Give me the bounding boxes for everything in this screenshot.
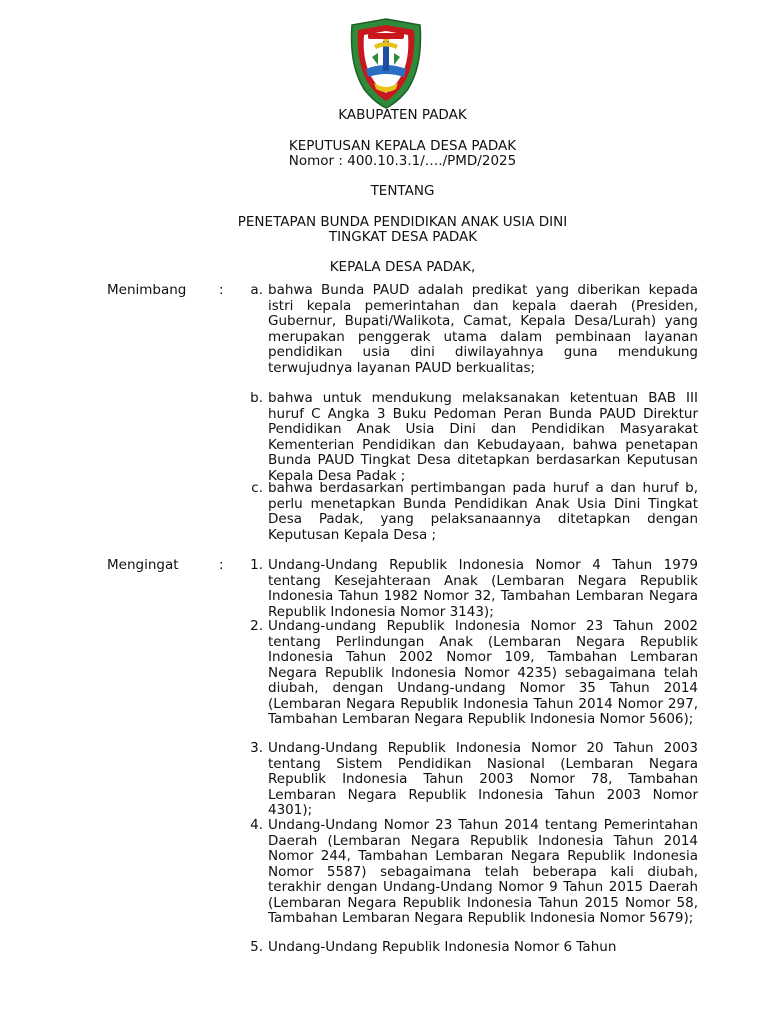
about-heading: TENTANG xyxy=(370,183,435,199)
subject-line-1: PENETAPAN BUNDA PENDIDIKAN ANAK USIA DINI xyxy=(237,214,568,230)
list-marker: 2. xyxy=(250,618,263,634)
mengingat-label: Mengingat xyxy=(107,557,179,573)
list-marker: 1. xyxy=(250,557,263,573)
decree-number: Nomor : 400.10.3.1/…./PMD/2025 xyxy=(288,153,517,169)
subject-line-2: TINGKAT DESA PADAK xyxy=(328,229,478,245)
list-item-text: bahwa untuk mendukung melaksanakan ketentuan BAB III huruf C Angka 3 Buku Pedoman Peran Bunda PAUD Direktur Pendidikan Anak Usia Dini dan Pendidikan Masyarakat Kementerian Pendidikan dan Kebudayaan, bahwa penetapan Bunda PAUD Tingkat Desa ditetapkan berdasarkan Keputusan Kepala Desa Padak ; xyxy=(268,390,698,484)
list-item-text: Undang-Undang Republik Indonesia Nomor 20 Tahun 2003 tentang Sistem Pendidikan Nasional (Lembaran Negara Republik Indonesia Tahun 2003 Nomor 78, Tambahan Lembaran Negara Republik Indonesia Tahun 2003 Nomor 4301); xyxy=(268,740,698,818)
list-item-text: bahwa Bunda PAUD adalah predikat yang diberikan kepada istri kepala pemerintahan dan kepala daerah (Presiden, Gubernur, Bupati/Walikota, Camat, Kepala Desa/Lurah) yang merupakan penggerak utama dalam pembinaan layanan pendidikan usia dini diwilayahnya guna mendukung terwujudnya layanan PAUD berkualitas; xyxy=(268,282,698,376)
list-item xyxy=(233,619,698,728)
list-item-text: bahwa berdasarkan pertimbangan pada huruf a dan huruf b, perlu menetapkan Bunda Pendidikan Anak Usia Dini Tingkat Desa Padak, yang pelaksanaannya ditetapkan dengan Keputusan Kepala Desa ; xyxy=(268,480,698,543)
list-item-text: Undang-Undang Republik Indonesia Nomor 6 Tahun xyxy=(268,939,617,955)
list-item xyxy=(233,481,698,543)
list-marker: 3. xyxy=(250,740,263,756)
regency-title: KABUPATEN PADAK xyxy=(338,107,467,123)
list-item-text: Undang-Undang Republik Indonesia Nomor 4 Tahun 1979 tentang Kesejahteraan Anak (Lembaran Negara Republik Indonesia Tahun 1982 Nomor 32, Tambahan Lembaran Negara Republik Indonesia Nomor 3143); xyxy=(268,557,698,620)
list-marker: c. xyxy=(251,480,263,496)
decree-title: KEPUTUSAN KEPALA DESA PADAK xyxy=(288,138,517,154)
list-item xyxy=(233,741,698,819)
list-marker: 4. xyxy=(250,817,263,833)
list-item-text: Undang-Undang Nomor 23 Tahun 2014 tentang Pemerintahan Daerah (Lembaran Negara Republik Indonesia Tahun 2014 Nomor 244, Tambahan Lembaran Negara Republik Indonesia Nomor 5587) sebagaimana telah beberapa kali diubah, terakhir dengan Undang-Undang Nomor 9 Tahun 2015 Daerah (Lembaran Negara Republik Indonesia Tahun 2015 Nomor 58, Tambahan Lembaran Negara Republik Indonesia Nomor 5679); xyxy=(268,817,698,926)
menimbang-colon: : xyxy=(219,282,224,298)
mengingat-colon: : xyxy=(219,557,224,573)
list-item xyxy=(233,558,698,620)
list-item xyxy=(233,940,698,956)
regency-emblem-logo xyxy=(348,17,424,110)
menimbang-label: Menimbang xyxy=(107,282,187,298)
list-marker: 5. xyxy=(250,939,263,955)
list-item-text: Undang-undang Republik Indonesia Nomor 23 Tahun 2002 tentang Perlindungan Anak (Lembaran Negara Republik Indonesia Tahun 2002 Nomor 109, Tambahan Lembaran Negara Republik Indonesia Nomor 4235) sebagaimana telah diubah, dengan Undang-undang Nomor 35 Tahun 2014 (Lembaran Negara Republik Indonesia Tahun 2014 Nomor 297, Tambahan Lembaran Negara Republik Indonesia Nomor 5606); xyxy=(268,618,698,727)
list-item xyxy=(233,391,698,484)
list-item xyxy=(233,283,698,376)
list-marker: a. xyxy=(250,282,263,298)
list-marker: b. xyxy=(250,390,263,406)
list-item xyxy=(233,818,698,927)
issuer-heading: KEPALA DESA PADAK, xyxy=(329,259,476,275)
